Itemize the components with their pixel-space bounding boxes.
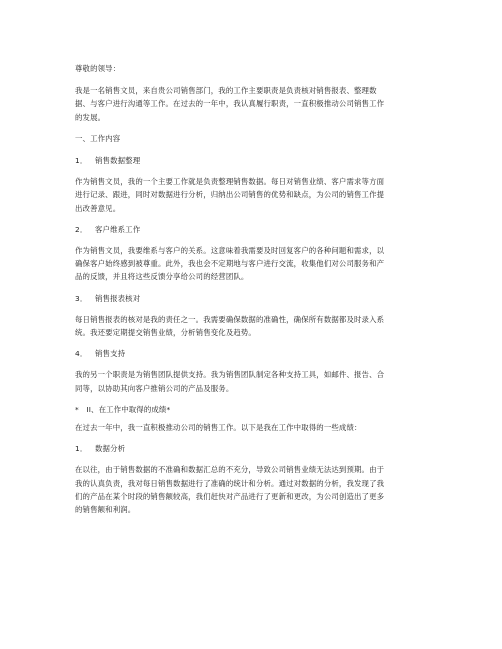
item-heading [75,442,430,455]
item-number: 3． [75,293,88,303]
item-number: 4． [75,349,88,359]
document-page [75,62,430,524]
section-heading-work-content: 一、工作内容 [75,133,121,143]
intro-line: 的发展。 [75,112,106,122]
item-body [75,368,430,394]
item-heading [75,292,430,305]
item-number: 1． [75,156,88,166]
body-line: 出改善意见。 [75,203,121,213]
item-title: 销售报表核对 [95,293,141,303]
intro-paragraph [75,84,430,124]
item-number: 2． [75,224,88,234]
body-line: 我的另一个职责是为销售团队提供支持。我为销售团队制定各种支持工具，如邮件、报告、合 [75,370,385,380]
item-title: 销售支持 [95,349,126,359]
item-heading [75,154,430,167]
item-heading [75,223,430,236]
body-line: 确保客户始终感到被尊重。此外，我也会不定期地与客户进行交流，收集他们对公司服务和产 [75,259,385,269]
item-number: 1． [75,444,88,454]
item-title: 数据分析 [95,444,126,454]
body-line: 们的产品在某个时段的销售额较高，我们赶快对产品进行了更新和更改，为公司创造出了更多 [75,491,385,501]
intro-line: 据、与客户进行沟通等工作。在过去的一年中，我认真履行职责，一直积极推动公司销售工作 [75,99,385,109]
body-line: 进行记录、跟进，同时对数据进行分析，归纳出公司销售的优势和缺点，为公司的销售工作提 [75,190,385,200]
item-body [75,175,430,215]
item-body [75,244,430,284]
body-line: 同等，以协助其向客户推销公司的产品及服务。 [75,383,234,393]
body-line: 我的认真负责，我对每日销售数据进行了准确的统计和分析。通过对数据的分析，我发现了我 [75,478,385,488]
intro-line: 我是一名销售文员，来自贵公司销售部门，我的工作主要职责是负责核对销售报表、整理数 [75,86,377,96]
body-line: 统。我还要定期提交销售业绩，分析销售变化及趋势。 [75,328,256,338]
item-body [75,313,430,339]
salutation: 尊敬的领导： [75,64,121,73]
body-line: 品的反馈，并且将这些反馈分享给公司的经营团队。 [75,272,249,282]
body-line: 在以往，由于销售数据的不准确和数据汇总的不充分，导致公司销售业绩无法达到预期。由于 [75,465,385,475]
body-line: 的销售额和利润。 [75,505,136,515]
body-line: 作为销售文员，我的一个主要工作就是负责整理销售数据。每日对销售业绩、客户需求等方面 [75,177,385,187]
item-title: 销售数据整理 [95,156,141,166]
item-heading [75,347,430,360]
section-intro: 在过去一年中，我一直积极推动公司的销售工作。以下是我在工作中取得的一些成绩： [75,423,362,433]
body-line: 作为销售文员，我要维系与客户的关系。这意味着我需要及时回复客户的各种问题和需求，以 [75,246,385,256]
item-body [75,463,430,516]
item-title: 客户维系工作 [95,224,141,234]
body-line: 每日销售报表的核对是我的责任之一。我需要确保数据的准确性，确保所有数据都及时录入系 [75,314,385,324]
section-heading-achievements: * II、在工作中取得的成绩* [75,404,171,414]
